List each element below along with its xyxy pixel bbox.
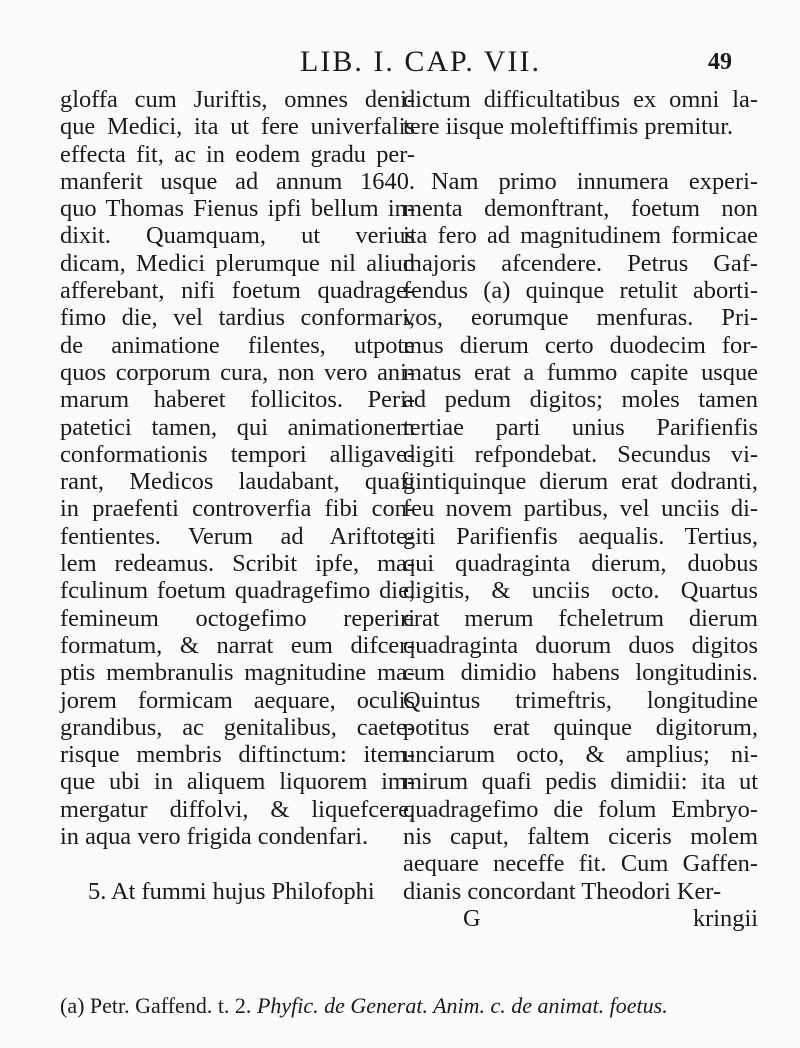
footnote-title: Phyfic. de Generat. Anim. c. de animat. foetus. [256,993,668,1018]
text-line: in aqua vero frigida condenfari. [60,823,369,851]
text-line: marum haberet follicitos. Peri- [60,386,415,414]
page-number: 49 [708,49,732,75]
text-line: digiti refpondebat. Secundus vi- [403,440,758,468]
text-line: patetici tamen, qui animationem [60,413,415,441]
text-line: grandibus, ac genitalibus, caete- [60,713,415,741]
text-line: lem redeamus. Scribit ipfe, ma- [60,550,415,578]
text-line: giti Parifienfis aequalis. Tertius, [403,522,758,550]
footnote-reference: (a) Petr. Gaffend. t. 2. [60,993,252,1018]
text-line: fendus (a) quinque retulit aborti- [403,277,758,305]
text-line: jorem formicam aequare, oculis [60,686,415,714]
text-line: formatum, & narrat eum difcer- [60,631,415,659]
text-line: tere iisque moleftiffimis premitur. [403,113,734,141]
text-line: Quintus trimeftris, longitudine [403,686,758,714]
text-line: dicam, Medici plerumque nil aliud [60,249,415,277]
signature-mark: G [463,904,481,932]
text-line: majoris afcendere. Petrus Gaf- [403,249,758,277]
text-line: de animatione filentes, utpote [60,331,415,359]
text-line: mus dierum certo duodecim for- [403,331,758,359]
text-line: rant, Medicos laudabant, quafi [60,468,415,496]
text-line: que ubi in aliquem liquorem im- [60,768,415,796]
right-column [403,86,758,932]
left-column [60,86,415,905]
text-line: feu novem partibus, vel unciis di- [403,495,758,523]
text-line: fentientes. Verum ad Ariftote- [60,522,415,550]
text-line: dictum difficultatibus ex omni la- [403,86,758,113]
text-line: cum dimidio habens longitudinis. [403,659,758,687]
catchword: kringii [692,904,758,932]
text-line: quos corporum cura, non vero ani- [60,358,415,386]
text-line: dixit. Quamquam, ut verius [60,222,415,250]
text-line [403,141,758,168]
text-line: qui quadraginta dierum, duobus [403,550,758,578]
text-line: gloffa cum Juriftis, omnes deni- [60,86,415,113]
text-line: risque membris diftinctum: item- [60,741,415,769]
text-line: ad pedum digitos; moles tamen [403,386,758,414]
text-line: 5. At fummi hujus Philofophi [88,877,375,905]
text-line: tertiae parti unius Parifienfis [403,413,758,441]
signature-line [403,905,758,932]
text-line: mirum quafi pedis dimidii: ita ut [403,768,758,796]
text-line: fimo die, vel tardius conformari, [60,304,415,332]
text-line [60,850,415,877]
text-line: effecta fit, ac in eodem gradu per- [60,140,415,168]
text-line: nis caput, faltem ciceris molem [403,823,758,851]
text-line: femineum octogefimo reperiri [60,604,415,632]
text-line: potitus erat quinque digitorum, [403,713,758,741]
text-line: erat merum fcheletrum dierum [403,604,758,632]
text-line: fculinum foetum quadragefimo die, [60,577,415,605]
text-line: vos, eorumque menfuras. Pri- [403,304,758,332]
text-line: matus erat a fummo capite usque [403,358,758,386]
text-line: mergatur diffolvi, & liquefcere, [60,795,415,823]
text-line: afferebant, nifi foetum quadrage- [60,277,415,305]
text-line: unciarum octo, & amplius; ni- [403,741,758,769]
text-line: ita fero ad magnitudinem formicae [403,222,758,250]
text-line: aequare neceffe fit. Cum Gaffen- [403,850,758,878]
page-header [0,45,800,85]
text-line: digitis, & unciis octo. Quartus [403,577,758,605]
text-line: Nam primo innumera experi- [431,167,758,195]
text-line: gintiquinque dierum erat dodranti, [403,468,758,496]
text-line: dianis concordant Theodori Ker- [403,877,722,905]
text-line: manferit usque ad annum 1640. [60,167,415,195]
footnote [60,993,760,1019]
text-line: menta demonftrant, foetum non [403,195,758,223]
text-line: que Medici, ita ut fere univerfalis [60,113,415,141]
text-line: quo Thomas Fienus ipfi bellum in- [60,195,415,223]
text-line: quadragefimo die folum Embryo- [403,795,758,823]
text-line: quadraginta duorum duos digitos [403,631,758,659]
running-head: LIB. I. CAP. VII. [300,45,541,78]
text-line: in praefenti controverfia fibi con- [60,495,415,523]
text-line: ptis membranulis magnitudine ma- [60,659,415,687]
text-line: conformationis tempori alligave- [60,440,415,468]
